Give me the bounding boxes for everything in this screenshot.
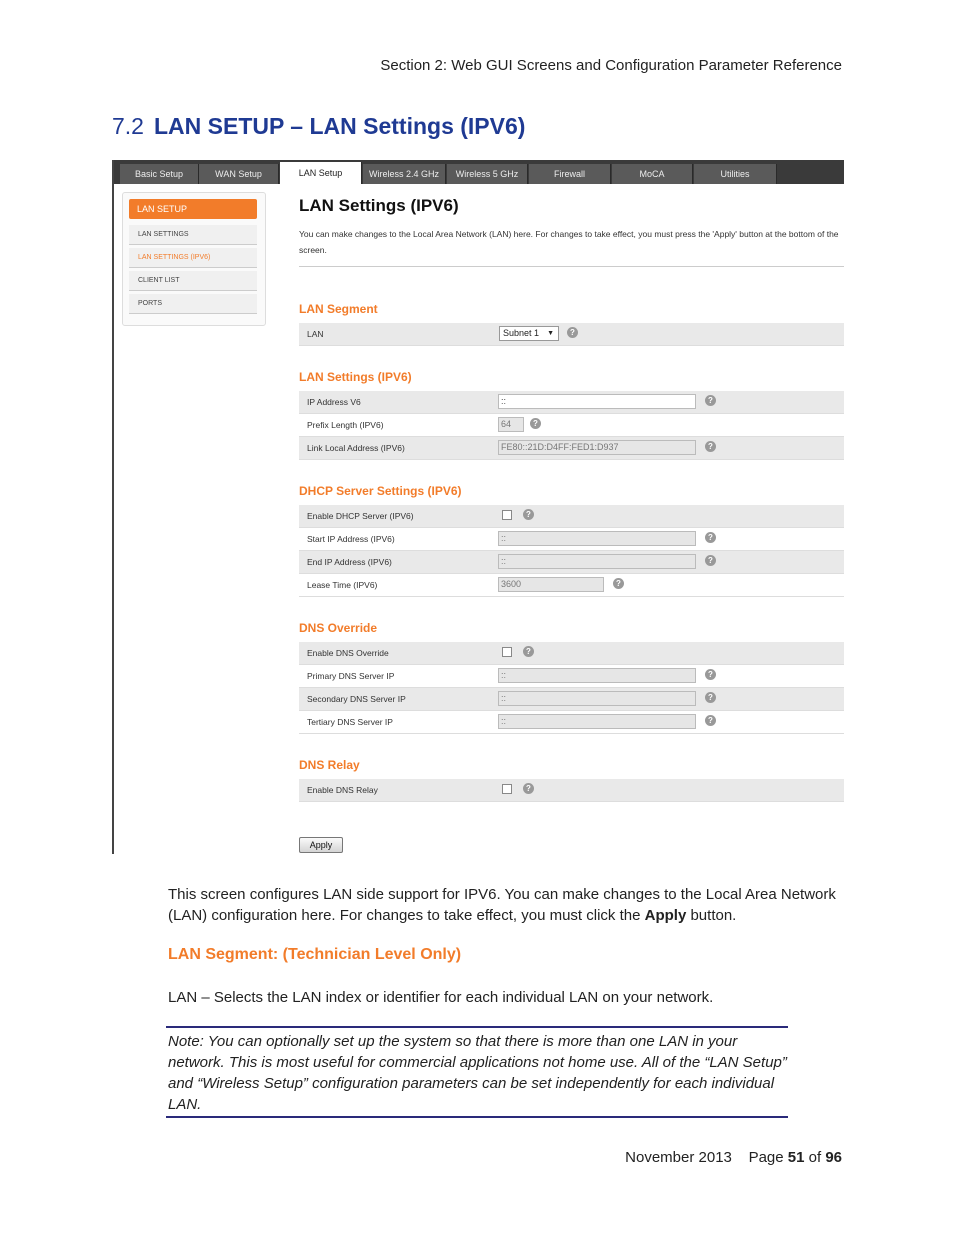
group-title-lan-settings: LAN Settings (IPV6) [299, 370, 412, 384]
enable-dns-override-checkbox[interactable] [502, 647, 512, 657]
row-secondary-dns [299, 688, 844, 711]
link-local-label: Link Local Address (IPV6) [307, 443, 405, 453]
tab-wan-setup[interactable]: WAN Setup [199, 164, 279, 184]
help-icon[interactable]: ? [567, 327, 578, 338]
row-enable-dns-relay [299, 779, 844, 802]
enable-dhcp-checkbox[interactable] [502, 510, 512, 520]
group-title-lan-segment: LAN Segment [299, 302, 378, 316]
lease-time-input[interactable]: 3600 [498, 577, 604, 592]
body-paragraph-2: LAN – Selects the LAN index or identifier for each individual LAN on your network. [168, 989, 714, 1006]
row-enable-dhcp [299, 505, 844, 528]
prefix-length-label: Prefix Length (IPV6) [307, 420, 384, 430]
para1-text-b: button. [686, 907, 737, 924]
group-title-dns-override: DNS Override [299, 621, 378, 635]
help-icon[interactable]: ? [705, 715, 716, 726]
gui-page-title: LAN Settings (IPV6) [299, 196, 459, 215]
help-icon[interactable]: ? [705, 395, 716, 406]
footer-page-number: 51 [787, 1149, 805, 1166]
row-prefix-length [299, 414, 844, 437]
row-lease-time [299, 574, 844, 597]
row-primary-dns [299, 665, 844, 688]
enable-dhcp-label: Enable DHCP Server (IPV6) [307, 511, 414, 521]
note-box: Note: You can optionally set up the system so that there is more than one LAN in your network. This is most useful for commercial applications not home use. All of the “LAN Setup” and “Wireless Setup” configuration parameters can be set independently for each individual LAN. [166, 1026, 788, 1118]
group-title-dns-relay: DNS Relay [299, 758, 360, 772]
lan-label: LAN [307, 329, 324, 339]
sidebar-heading: LAN SETUP [129, 199, 257, 219]
para1-text-a: This screen configures LAN side support for IPV6. You can make changes to the Local Area Network (LAN) configuration here. For changes to take effect, you must click the [168, 886, 836, 924]
help-icon[interactable]: ? [523, 646, 534, 657]
primary-dns-label: Primary DNS Server IP [307, 671, 395, 681]
section-title-text: LAN SETUP – LAN Settings (IPV6) [153, 113, 526, 139]
tab-firewall[interactable]: Firewall [529, 164, 611, 184]
tab-moca[interactable]: MoCA [612, 164, 693, 184]
apply-button[interactable]: Apply [299, 837, 343, 853]
para1-apply: Apply [644, 907, 687, 924]
primary-dns-input[interactable]: :: [498, 668, 696, 683]
page-header: Section 2: Web GUI Screens and Configuration Parameter Reference [380, 57, 842, 74]
group-title-dhcp: DHCP Server Settings (IPV6) [299, 484, 462, 498]
gui-description: You can make changes to the Local Area Network (LAN) here. For changes to take effect, you must press the 'Apply' button at the bottom of the screen. [299, 229, 839, 255]
lan-subnet-value: Subnet 1 [503, 328, 540, 338]
sidebar-item-lan-settings-ipv6[interactable]: LAN SETTINGS (IPV6) [129, 248, 257, 268]
help-icon[interactable]: ? [523, 509, 534, 520]
help-icon[interactable]: ? [705, 692, 716, 703]
sidebar-item-client-list[interactable]: CLIENT LIST [129, 271, 257, 291]
sidebar-item-lan-settings[interactable]: LAN SETTINGS [129, 225, 257, 245]
divider [299, 266, 844, 267]
tab-wireless-5[interactable]: Wireless 5 GHz [447, 164, 528, 184]
lease-time-label: Lease Time (IPV6) [307, 580, 378, 590]
sidebar-item-ports[interactable]: PORTS [129, 294, 257, 314]
enable-dns-relay-checkbox[interactable] [502, 784, 512, 794]
footer-date: November 2013 [625, 1149, 732, 1166]
link-local-input[interactable]: FE80::21D:D4FF:FED1:D937 [498, 440, 696, 455]
ip-address-input[interactable]: :: [498, 394, 696, 409]
help-icon[interactable]: ? [523, 783, 534, 794]
chevron-down-icon: ▼ [547, 330, 554, 337]
help-icon[interactable]: ? [705, 555, 716, 566]
lan-segment-subheading: LAN Segment: (Technician Level Only) [168, 946, 462, 963]
row-end-ip [299, 551, 844, 574]
sidebar [122, 192, 266, 326]
tab-lan-setup[interactable]: LAN Setup [280, 162, 362, 184]
enable-dns-override-label: Enable DNS Override [307, 648, 389, 658]
tab-bar [114, 160, 844, 184]
tab-basic-setup[interactable]: Basic Setup [120, 164, 199, 184]
row-lan [299, 323, 844, 346]
row-ip-address-v6 [299, 391, 844, 414]
row-link-local [299, 437, 844, 460]
tertiary-dns-input[interactable]: :: [498, 714, 696, 729]
secondary-dns-input[interactable]: :: [498, 691, 696, 706]
footer-total-pages: 96 [825, 1149, 842, 1166]
lan-subnet-select[interactable] [499, 326, 559, 341]
start-ip-input[interactable]: :: [498, 531, 696, 546]
help-icon[interactable]: ? [530, 418, 541, 429]
prefix-length-input[interactable]: 64 [498, 417, 524, 432]
row-tertiary-dns [299, 711, 844, 734]
start-ip-label: Start IP Address (IPV6) [307, 534, 395, 544]
tertiary-dns-label: Tertiary DNS Server IP [307, 717, 393, 727]
section-title [112, 113, 525, 140]
ip-address-label: IP Address V6 [307, 397, 361, 407]
page-footer [625, 1149, 842, 1166]
gui-screenshot [112, 160, 844, 854]
footer-of: of [804, 1149, 826, 1166]
end-ip-label: End IP Address (IPV6) [307, 557, 392, 567]
row-enable-dns-override [299, 642, 844, 665]
help-icon[interactable]: ? [613, 578, 624, 589]
help-icon[interactable]: ? [705, 532, 716, 543]
tab-utilities[interactable]: Utilities [694, 164, 777, 184]
body-paragraph-1 [168, 884, 848, 926]
tab-wireless-24[interactable]: Wireless 2.4 GHz [363, 164, 446, 184]
end-ip-input[interactable]: :: [498, 554, 696, 569]
enable-dns-relay-label: Enable DNS Relay [307, 785, 378, 795]
help-icon[interactable]: ? [705, 669, 716, 680]
section-number: 7.2 [112, 113, 144, 139]
footer-page-prefix: Page [748, 1149, 788, 1166]
secondary-dns-label: Secondary DNS Server IP [307, 694, 406, 704]
help-icon[interactable]: ? [705, 441, 716, 452]
row-start-ip [299, 528, 844, 551]
